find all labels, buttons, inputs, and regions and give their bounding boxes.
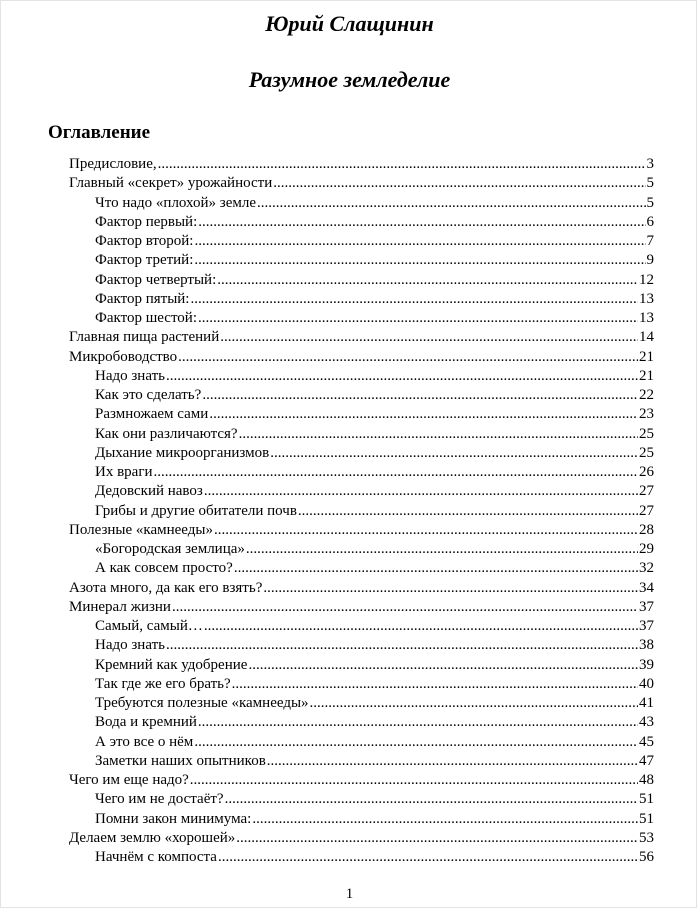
toc-dot-leader (218, 848, 638, 867)
toc-entry-page: 25 (639, 444, 654, 461)
toc-entry-title: Размножаем сами (95, 406, 209, 423)
toc-dot-leader (198, 713, 638, 732)
toc-entry-title: Минерал жизни (69, 598, 171, 615)
toc-entry[interactable] (69, 155, 654, 174)
toc-entry[interactable] (95, 713, 654, 732)
toc-dot-leader (236, 829, 638, 848)
toc-dot-leader (198, 309, 638, 328)
toc-dot-leader (166, 636, 638, 655)
toc-entry-title: Микробоводство (69, 348, 178, 365)
toc-entry-page: 34 (639, 579, 654, 596)
toc-dot-leader (166, 367, 638, 386)
toc-entry[interactable] (95, 656, 654, 675)
toc-entry-page: 13 (639, 290, 654, 307)
toc-dot-leader (154, 463, 638, 482)
toc-entry[interactable] (95, 444, 654, 463)
toc-dot-leader (204, 482, 638, 501)
toc-dot-leader (273, 174, 645, 193)
toc-entry-page: 47 (639, 752, 654, 769)
toc-entry-page: 37 (639, 618, 654, 634)
toc-entry-title: Фактор второй: (95, 233, 194, 249)
toc-entry[interactable] (95, 617, 654, 636)
toc-entry-page: 14 (639, 329, 654, 346)
toc-entry-page: 5 (646, 194, 654, 211)
toc-entry-title: Чего им еще надо? (69, 772, 189, 788)
toc-entry[interactable] (95, 405, 654, 424)
toc-entry[interactable] (69, 521, 654, 540)
toc-entry[interactable] (95, 213, 654, 232)
toc-dot-leader (298, 502, 638, 521)
toc-entry-page: 32 (639, 560, 654, 577)
toc-entry[interactable] (95, 232, 654, 251)
toc-dot-leader (263, 579, 638, 598)
toc-dot-leader (239, 425, 638, 444)
toc-entry[interactable] (69, 598, 654, 617)
toc-entry-page: 23 (639, 406, 654, 423)
toc-entry-title: Главная пища растений (69, 329, 220, 346)
toc-entry[interactable] (95, 425, 654, 444)
toc-entry-title: Чего им не достаёт? (95, 791, 224, 808)
toc-entry-page: 51 (639, 791, 654, 808)
toc-entry-page: 27 (639, 502, 654, 519)
toc-entry-page: 12 (639, 271, 654, 288)
toc-entry-page: 53 (639, 829, 654, 846)
toc-entry-page: 25 (639, 425, 654, 442)
toc-dot-leader (194, 251, 645, 270)
toc-entry-title: Дедовский навоз (95, 483, 203, 500)
toc-entry-page: 22 (639, 387, 654, 403)
toc-dot-leader (310, 694, 638, 713)
toc-entry-page: 27 (639, 483, 654, 500)
table-of-contents (1, 155, 697, 867)
toc-dot-leader (270, 444, 638, 463)
toc-entry-page: 21 (639, 348, 654, 365)
toc-entry[interactable] (95, 194, 654, 213)
toc-entry[interactable] (69, 328, 654, 347)
toc-entry[interactable] (95, 675, 654, 694)
toc-dot-leader (232, 675, 638, 694)
toc-entry[interactable] (95, 733, 654, 752)
toc-entry-page: 38 (639, 637, 654, 654)
toc-entry-page: 56 (639, 849, 654, 865)
toc-entry-title: Требуются полезные «камнееды» (95, 695, 309, 711)
toc-entry[interactable] (95, 559, 654, 578)
toc-dot-leader (172, 598, 638, 617)
toc-heading: Оглавление (48, 122, 151, 143)
toc-entry-page: 7 (646, 233, 654, 249)
toc-entry-title: Дыхание микроорганизмов (95, 444, 270, 461)
toc-entry-title: Фактор пятый: (95, 290, 190, 307)
toc-dot-leader (252, 810, 638, 829)
toc-dot-leader (194, 733, 638, 752)
toc-entry[interactable] (95, 694, 654, 713)
toc-entry-page: 48 (639, 772, 654, 788)
toc-dot-leader (220, 328, 638, 347)
toc-entry-title: Так где же его брать? (95, 675, 231, 692)
toc-entry-title: Как это сделать? (95, 387, 202, 403)
toc-entry-title: Предисловие, (69, 156, 157, 172)
toc-entry-title: А это все о нём (95, 733, 194, 750)
toc-entry-title: Фактор шестой: (95, 310, 197, 326)
toc-entry-title: Грибы и другие обитатели почв (95, 502, 297, 519)
toc-entry-page: 5 (646, 175, 654, 192)
toc-entry[interactable] (95, 636, 654, 655)
toc-entry-page: 3 (646, 156, 654, 172)
toc-dot-leader (214, 521, 638, 540)
toc-dot-leader (190, 771, 638, 790)
toc-entry[interactable] (69, 579, 654, 598)
toc-entry-title: А как совсем просто? (95, 560, 233, 577)
toc-entry[interactable] (95, 271, 654, 290)
toc-dot-leader (204, 617, 638, 636)
toc-dot-leader (225, 790, 638, 809)
toc-entry[interactable] (95, 810, 654, 829)
toc-entry[interactable] (69, 174, 654, 193)
toc-entry-title: Как они различаются? (95, 425, 238, 442)
toc-entry[interactable] (95, 251, 654, 270)
toc-entry[interactable] (95, 367, 654, 386)
toc-dot-leader (158, 155, 646, 174)
toc-entry[interactable] (95, 752, 654, 771)
toc-dot-leader (217, 271, 638, 290)
toc-entry-title: Помни закон минимума: (95, 810, 252, 827)
toc-dot-leader (190, 290, 638, 309)
toc-entry-title: Фактор первый: (95, 213, 198, 230)
toc-entry[interactable] (95, 502, 654, 521)
toc-dot-leader (198, 213, 645, 232)
toc-entry[interactable] (95, 790, 654, 809)
toc-entry-title: Вода и кремний (95, 714, 197, 731)
toc-entry[interactable] (69, 348, 654, 367)
toc-entry-title: Делаем землю «хорошей» (69, 829, 236, 846)
toc-entry-title: Главный «секрет» урожайности (69, 175, 273, 192)
toc-entry-title: «Богородская землица» (95, 541, 245, 557)
toc-entry-page: 40 (639, 675, 654, 692)
toc-entry-page: 39 (639, 656, 654, 673)
toc-dot-leader (178, 348, 638, 367)
toc-dot-leader (267, 752, 638, 771)
toc-entry[interactable] (95, 482, 654, 501)
toc-entry-title: Азота много, да как его взять? (69, 579, 263, 596)
toc-entry-title: Что надо «плохой» земле (95, 194, 256, 211)
toc-entry-page: 13 (639, 310, 654, 326)
toc-entry-page: 26 (639, 464, 654, 480)
toc-entry-title: Кремний как удобрение (95, 656, 248, 673)
book-title: Разумное земледелие (248, 67, 451, 92)
page-number: 1 (345, 886, 354, 902)
toc-dot-leader (257, 194, 646, 213)
toc-entry-page: 37 (639, 598, 654, 615)
toc-entry[interactable] (95, 848, 654, 867)
toc-entry[interactable] (95, 386, 654, 405)
toc-entry[interactable] (69, 771, 654, 790)
toc-entry[interactable] (69, 829, 654, 848)
toc-entry[interactable] (95, 540, 654, 559)
toc-dot-leader (248, 656, 638, 675)
toc-entry-page: 6 (646, 213, 654, 230)
toc-dot-leader (202, 386, 638, 405)
toc-entry-title: Начнём с компоста (95, 849, 217, 865)
toc-entry-title: Фактор третий: (95, 252, 194, 269)
toc-entry-page: 51 (639, 810, 654, 827)
toc-entry[interactable] (95, 463, 654, 482)
toc-entry-title: Надо знать (95, 367, 165, 384)
toc-entry-page: 43 (639, 714, 654, 731)
toc-entry-title: Надо знать (95, 637, 165, 654)
toc-entry-page: 9 (646, 252, 654, 269)
toc-entry-title: Полезные «камнееды» (69, 521, 213, 538)
toc-entry[interactable] (95, 290, 654, 309)
toc-entry-page: 28 (639, 521, 654, 538)
toc-entry-page: 29 (639, 541, 654, 557)
toc-entry-title: Их враги (95, 464, 153, 480)
toc-dot-leader (234, 559, 638, 578)
toc-entry-page: 41 (639, 695, 654, 711)
toc-entry-page: 45 (639, 733, 654, 750)
toc-entry-title: Фактор четвертый: (95, 271, 217, 288)
toc-dot-leader (209, 405, 638, 424)
toc-entry[interactable] (95, 309, 654, 328)
toc-dot-leader (194, 232, 645, 251)
author-name: Юрий Слащинин (265, 11, 434, 36)
toc-entry-page: 21 (639, 367, 654, 384)
toc-entry-title: Заметки наших опытников (95, 752, 266, 769)
toc-dot-leader (246, 540, 638, 559)
toc-entry-title: Самый, самый… (95, 618, 203, 634)
